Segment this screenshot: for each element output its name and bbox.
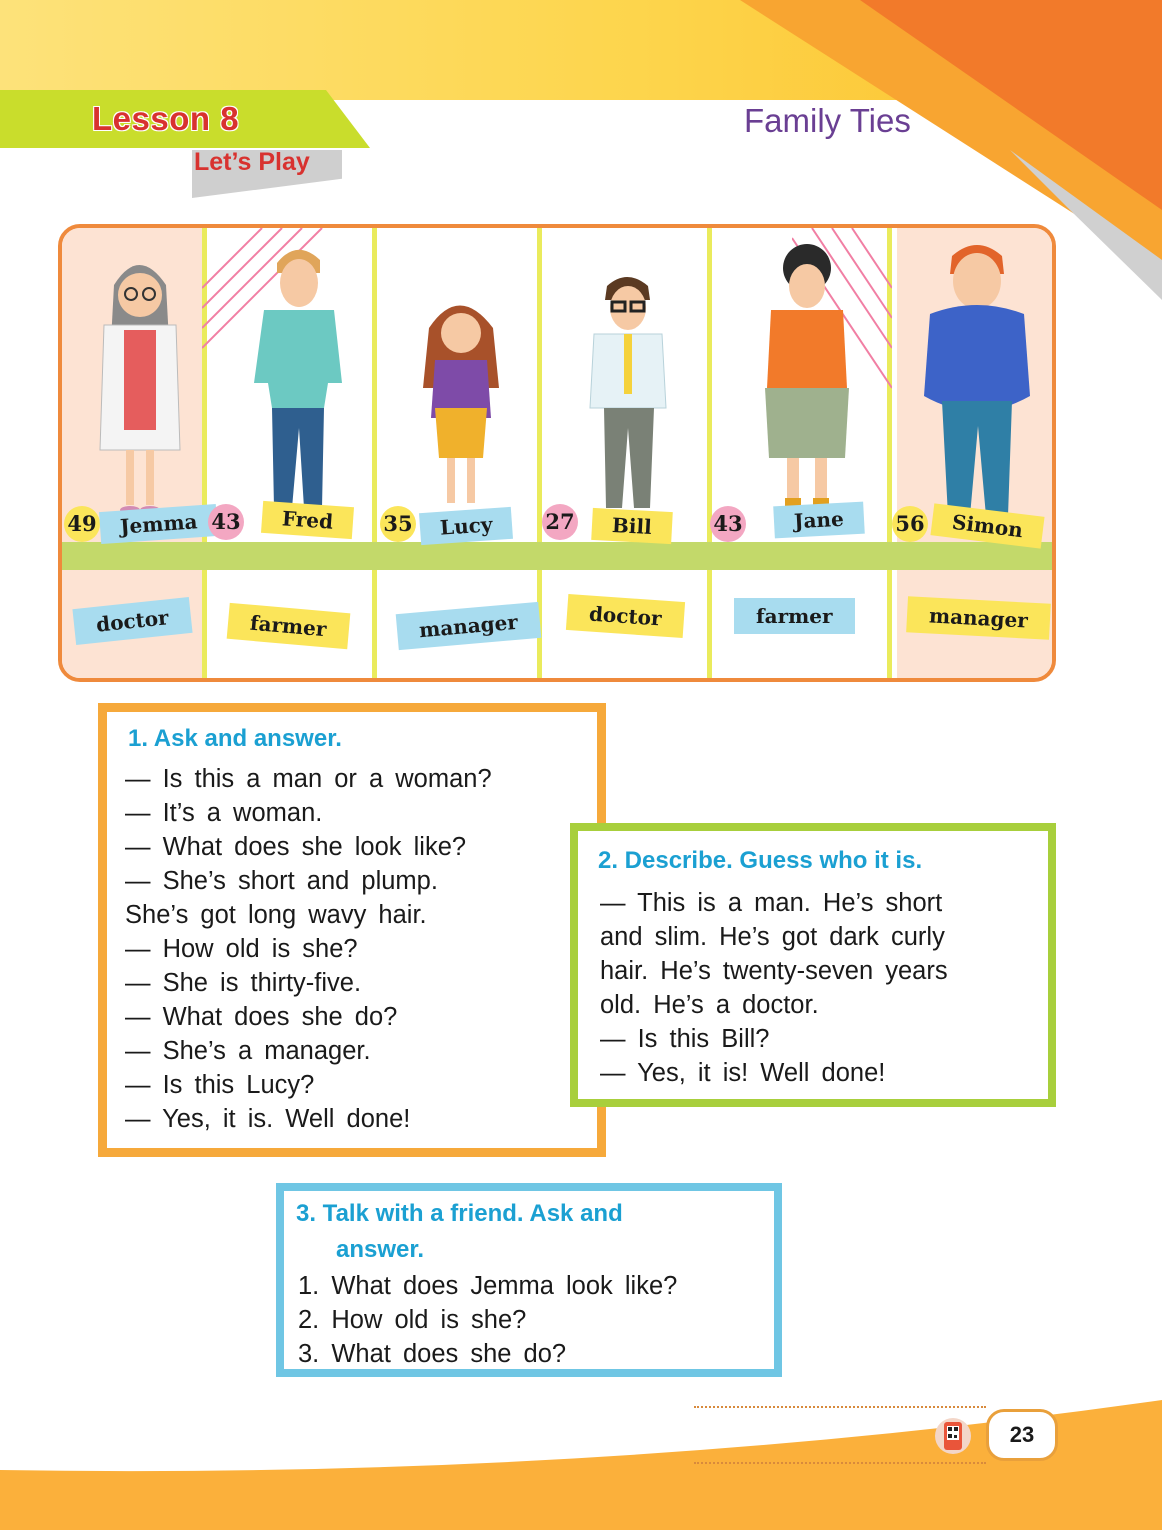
description-line: and slim. He’s got dark curly: [600, 923, 945, 951]
age-badge: 27: [542, 504, 578, 540]
dialogue-line: — She’s a manager.: [125, 1037, 371, 1065]
dialogue-line: — How old is she?: [125, 935, 358, 963]
description-line: old. He’s a doctor.: [600, 991, 819, 1019]
dotted-rule: [694, 1406, 986, 1408]
question-line: 3. What does she do?: [298, 1340, 567, 1368]
lesson-subtitle: Let’s Play: [194, 148, 310, 176]
question-line: 1. What does Jemma look like?: [298, 1272, 678, 1300]
person-bill: [572, 268, 682, 518]
name-tag: Lucy: [419, 507, 513, 545]
age-badge: 49: [64, 506, 100, 542]
job-tag: manager: [396, 602, 541, 650]
age-badge: 43: [208, 504, 244, 540]
character-strip: [58, 224, 1056, 682]
exercise-3-title-cont: answer.: [336, 1236, 425, 1263]
dialogue-line: — It’s a woman.: [125, 799, 323, 827]
description-line: — Is this Bill?: [600, 1025, 770, 1053]
question-line: 2. How old is she?: [298, 1306, 527, 1334]
job-tag: manager: [906, 596, 1051, 639]
job-tag: doctor: [72, 597, 192, 645]
name-tag: Jemma: [99, 504, 218, 544]
page-number: 23: [986, 1409, 1058, 1461]
dotted-rule: [694, 1462, 986, 1464]
exercise-1-title: 1. Ask and answer.: [128, 725, 342, 752]
age-badge: 43: [710, 506, 746, 542]
footer-wave: [0, 1380, 1162, 1530]
name-tag: Fred: [261, 501, 354, 539]
job-tag: farmer: [734, 598, 855, 634]
description-line: — Yes, it is! Well done!: [600, 1059, 886, 1087]
exercise-2-box: [570, 823, 1056, 1107]
exercise-1-box: [98, 703, 606, 1157]
job-tag: farmer: [227, 603, 350, 649]
name-tag: Jane: [773, 502, 864, 539]
exercise-2-title: 2. Describe. Guess who it is.: [598, 847, 923, 874]
dialogue-line: — What does she look like?: [125, 833, 467, 861]
person-simon: [912, 236, 1042, 526]
job-tag: doctor: [566, 594, 685, 638]
dialogue-line: — She’s short and plump.: [125, 867, 438, 895]
dialogue-line: — Is this a man or a woman?: [125, 765, 492, 793]
name-tag: Simon: [930, 503, 1044, 548]
strip-divider: [707, 228, 712, 678]
dialogue-line: — Is this Lucy?: [125, 1071, 315, 1099]
qr-phone-icon: [934, 1416, 972, 1456]
person-fred: [242, 238, 352, 518]
exercise-3-title: 3. Talk with a friend. Ask and: [296, 1200, 623, 1227]
description-line: hair. He’s twenty-seven years: [600, 957, 948, 985]
dialogue-line: She’s got long wavy hair.: [125, 901, 427, 929]
name-band: [62, 542, 1052, 570]
unit-title: Family Ties: [744, 102, 911, 139]
person-jane: [747, 238, 867, 518]
name-tag: Bill: [591, 508, 672, 544]
lesson-title: Lesson 8: [92, 100, 240, 137]
exercise-3-box: [276, 1183, 782, 1377]
age-badge: 35: [380, 506, 416, 542]
dialogue-line: — She is thirty-five.: [125, 969, 362, 997]
person-jemma: [84, 250, 194, 520]
age-badge: 56: [892, 506, 928, 542]
strip-divider: [372, 228, 377, 678]
person-lucy: [407, 288, 517, 518]
description-line: — This is a man. He’s short: [600, 889, 943, 917]
dialogue-line: — Yes, it is. Well done!: [125, 1105, 411, 1133]
dialogue-line: — What does she do?: [125, 1003, 398, 1031]
